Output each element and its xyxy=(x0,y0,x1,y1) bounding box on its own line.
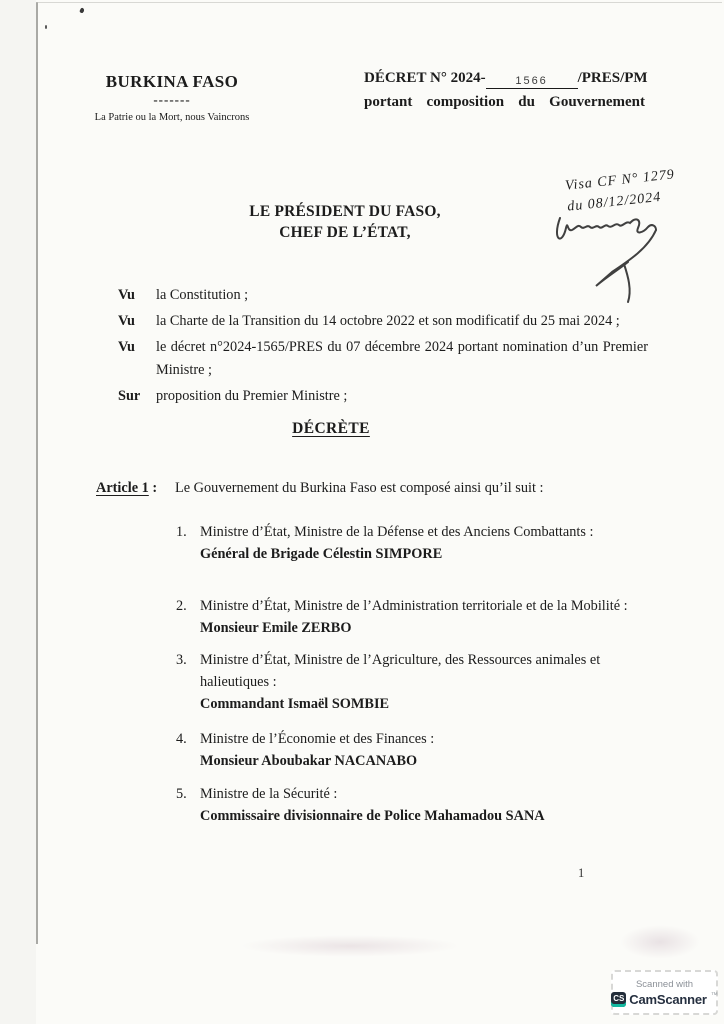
item-number: 2. xyxy=(176,598,187,614)
subject-word: composition xyxy=(426,94,505,110)
camscanner-logo-icon: CS xyxy=(611,992,626,1007)
visa-line2: du 08/12/2024 xyxy=(566,189,662,215)
preamble-label: Vu xyxy=(118,313,135,329)
scan-smudge xyxy=(620,925,700,959)
list-item-minister-1 xyxy=(176,521,648,565)
scan-speck xyxy=(79,7,85,13)
visa-line1: Visa CF N° 1279 xyxy=(564,167,676,194)
scan-speck xyxy=(45,25,47,29)
trademark-symbol: ™ xyxy=(710,991,718,999)
minister-title: Ministre de l’Économie et des Finances : xyxy=(200,731,435,747)
preamble-label: Vu xyxy=(118,339,135,355)
preamble-row xyxy=(118,385,648,408)
preamble-row xyxy=(118,284,648,307)
decree-suffix: /PRES/PM xyxy=(577,70,648,86)
list-item-minister-2 xyxy=(176,595,648,639)
list-item-minister-4 xyxy=(176,728,648,772)
minister-title: Ministre de la Sécurité : xyxy=(200,786,338,802)
decree-number-filled: 1566 xyxy=(486,75,578,89)
preamble-label: Vu xyxy=(118,287,135,303)
item-number: 5. xyxy=(176,786,187,802)
minister-title: Ministre d’État, Ministre de l’Administration territoriale et de la Mobilité : xyxy=(200,598,628,614)
document-title xyxy=(155,201,535,243)
minister-name: Commandant Ismaël SOMBIE xyxy=(200,696,390,712)
article-label: Article 1 : xyxy=(96,480,158,496)
camscanner-brand-name: CamScanner xyxy=(629,991,707,1007)
subject-word: Gouvernement xyxy=(549,94,645,110)
header-left-block xyxy=(88,72,256,123)
article-1 xyxy=(96,477,656,499)
item-number: 4. xyxy=(176,731,187,747)
preamble xyxy=(118,284,648,411)
decree-subject-line xyxy=(364,94,645,111)
list-item-minister-3 xyxy=(176,649,648,715)
title-line1: LE PRÉSIDENT DU FASO, xyxy=(249,203,441,220)
subject-word: du xyxy=(518,94,535,110)
camscanner-badge xyxy=(611,970,718,1015)
preamble-text: la Constitution ; xyxy=(156,287,249,303)
header-right-block xyxy=(364,70,648,111)
preamble-label: Sur xyxy=(118,388,141,404)
minister-name: Monsieur Emile ZERBO xyxy=(200,620,352,636)
header-divider-dashes: ------- xyxy=(153,92,191,107)
scan-top-edge-line xyxy=(36,2,722,3)
preamble-text: la Charte de la Transition du 14 octobre 2022 et son modificatif du 25 mai 2024 ; xyxy=(156,313,620,329)
item-number: 1. xyxy=(176,524,187,540)
minister-name: Général de Brigade Célestin SIMPORE xyxy=(200,546,443,562)
decree-number-line xyxy=(364,70,648,89)
preamble-row xyxy=(118,310,648,333)
decree-prefix: DÉCRET N° 2024- xyxy=(364,70,486,86)
ministers-list xyxy=(176,521,648,827)
scan-page-edge-line xyxy=(36,2,38,944)
preamble-text: le décret n°2024-1565/PRES du 07 décembre 2024 portant nomination d’un Premier Ministre ; xyxy=(156,339,648,378)
subject-word: portant xyxy=(364,94,413,110)
country-name: BURKINA FASO xyxy=(105,72,239,91)
scanned-with-label: Scanned with xyxy=(635,978,694,990)
camscanner-brand-row xyxy=(611,992,717,1007)
minister-name: Commissaire divisionnaire de Police Mahamadou SANA xyxy=(200,808,545,824)
title-line2: CHEF DE L’ÉTAT, xyxy=(279,224,411,241)
page-number: 1 xyxy=(578,866,585,880)
minister-title: Ministre d’État, Ministre de la Défense et des Anciens Combattants : xyxy=(200,524,594,540)
scan-left-margin xyxy=(0,0,36,1024)
minister-name: Monsieur Aboubakar NACANABO xyxy=(200,753,418,769)
list-item-minister-5 xyxy=(176,783,648,827)
national-motto: La Patrie ou la Mort, nous Vaincrons xyxy=(94,112,250,123)
scan-smudge xyxy=(240,935,460,957)
decree-heading: DÉCRÈTE xyxy=(292,420,370,437)
minister-title: Ministre d’État, Ministre de l’Agriculture, des Ressources animales et halieutiques : xyxy=(200,652,601,690)
item-number: 3. xyxy=(176,652,187,668)
preamble-text: proposition du Premier Ministre ; xyxy=(156,388,348,404)
preamble-row xyxy=(118,336,648,382)
article-text: Le Gouvernement du Burkina Faso est composé ainsi qu’il suit : xyxy=(175,480,544,496)
